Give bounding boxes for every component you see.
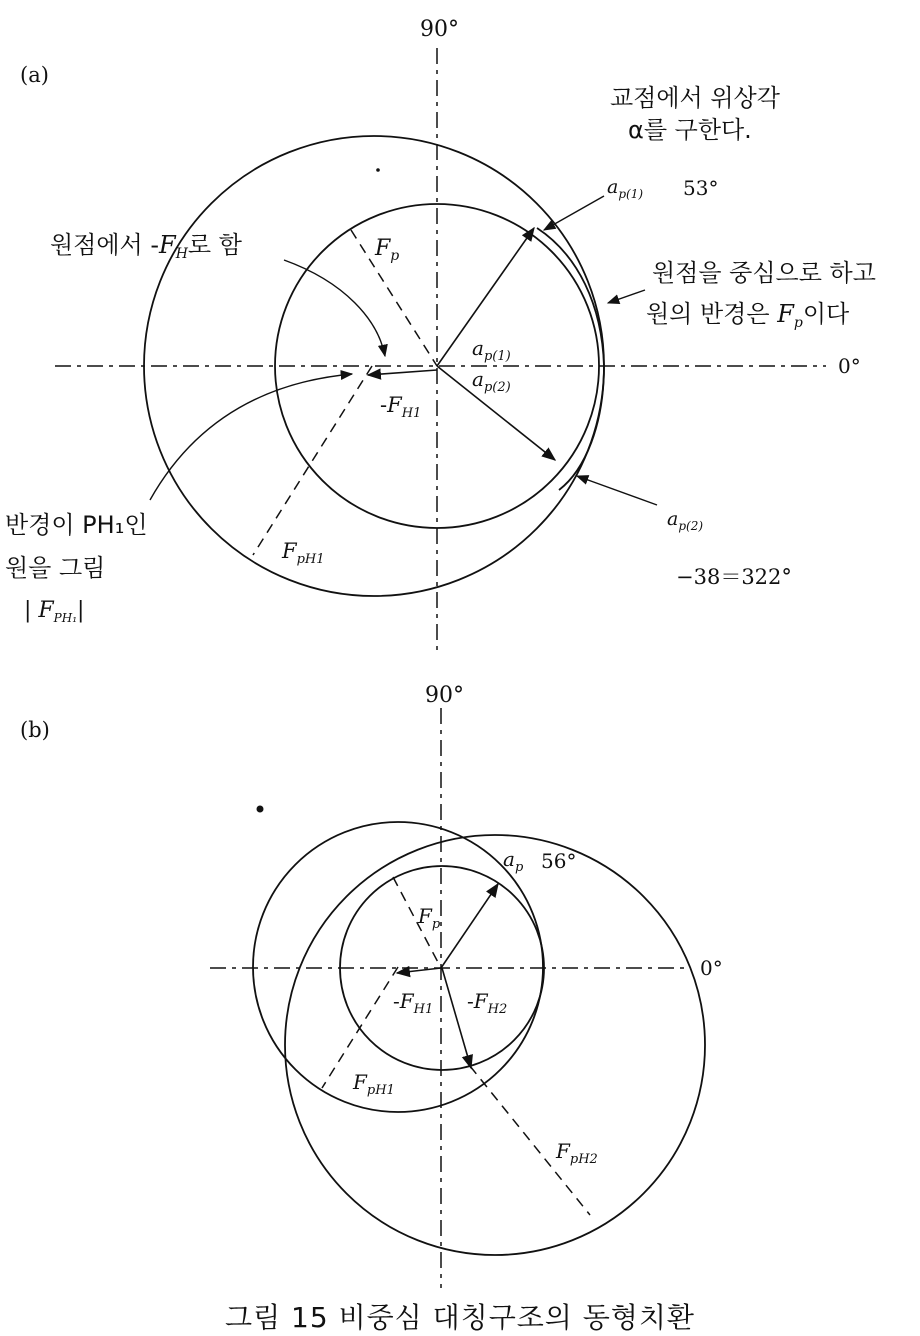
panel-b xyxy=(20,683,723,1288)
panel-b-fph2-radius-dashed xyxy=(470,1066,590,1215)
panel-a-fp-symbol: $F_p$ xyxy=(375,236,400,264)
panel-a-origin-pointer-arrow xyxy=(284,260,385,356)
panel-a-axis-90-label: 90° xyxy=(420,17,459,42)
figure-caption: 그림 15 비중심 대칭구조의 동형치환 xyxy=(225,1301,695,1334)
panel-a xyxy=(5,17,876,650)
panel-b-axis-0-label: 0° xyxy=(700,956,723,980)
panel-a-radius-note-line2: 원을 그림 xyxy=(5,554,106,582)
panel-a-radius-note-line1: 반경이 PH₁인 xyxy=(5,511,148,539)
panel-a-origin-note: 원점에서 $-F_H$로 함 xyxy=(50,231,242,262)
panel-b-fph2-symbol: $F_{pH2}$ xyxy=(556,1139,598,1167)
panel-b-fp-symbol: $F_p$ xyxy=(418,904,441,932)
panel-b-minus-fh2-vector xyxy=(442,968,471,1068)
panel-b-fph1-symbol: $F_{pH1}$ xyxy=(353,1070,395,1098)
panel-a-angle1-pointer-arrow xyxy=(544,196,604,230)
panel-a-phase-note-line1: 교점에서 위상각 xyxy=(610,84,780,112)
panel-b-ap-symbol: $a_p$ xyxy=(503,847,524,875)
panel-a-ap2-symbol: $a_{p(2)}$ xyxy=(472,367,511,395)
panel-a-radius-note-magnitude: | $F_{PH_1}|$ xyxy=(24,598,85,625)
panel-a-circle-pointer-arrow xyxy=(608,290,645,303)
panel-b-fph2-circle xyxy=(285,835,705,1255)
panel-b-stray-dot xyxy=(257,806,264,813)
panel-a-fph1-symbol: $F_{pH1}$ xyxy=(282,539,325,567)
panel-a-fp-circle-offset-arc xyxy=(537,228,604,490)
panel-b-label: (b) xyxy=(20,718,50,742)
panel-a-angle2-pointer-arrow xyxy=(577,476,657,505)
panel-a-fp1-vector xyxy=(437,228,534,366)
panel-a-axis-0-label: 0° xyxy=(838,354,861,378)
panel-a-angle1-symbol: $a_{p(1)}$ xyxy=(607,176,644,201)
panel-a-label: (a) xyxy=(20,63,49,87)
panel-a-angle2-value: −38＝322° xyxy=(676,565,792,589)
panel-a-angle2-symbol: $a_{p(2)}$ xyxy=(667,508,704,533)
panel-a-minus-fh1-symbol: $-F_{H1}$ xyxy=(380,393,422,421)
panel-b-minus-fh2-symbol: $-F_{H2}$ xyxy=(467,989,508,1017)
panel-a-fph1-radius-dashed xyxy=(253,366,372,555)
panel-a-minus-fh1-vector xyxy=(368,370,437,375)
panel-a-angle1-value: 53° xyxy=(683,176,719,200)
panel-b-minus-fh1-symbol: $-F_{H1}$ xyxy=(393,989,434,1017)
panel-a-circle-note-line2: 원의 반경은 $F_p$이다 xyxy=(646,300,850,331)
panel-a-circle-note-line1: 원점을 중심으로 하고 xyxy=(652,259,876,287)
panel-a-ap1-symbol: $a_{p(1)}$ xyxy=(472,336,511,364)
panel-b-angle-value: 56° xyxy=(541,849,577,873)
panel-b-axis-90-label: 90° xyxy=(425,683,464,708)
panel-a-radius-pointer-arrow xyxy=(150,374,352,500)
panel-b-fp-vector xyxy=(441,884,498,968)
panel-a-stray-dot xyxy=(376,168,380,172)
panel-a-phase-note-line2: α를 구한다. xyxy=(628,116,752,144)
